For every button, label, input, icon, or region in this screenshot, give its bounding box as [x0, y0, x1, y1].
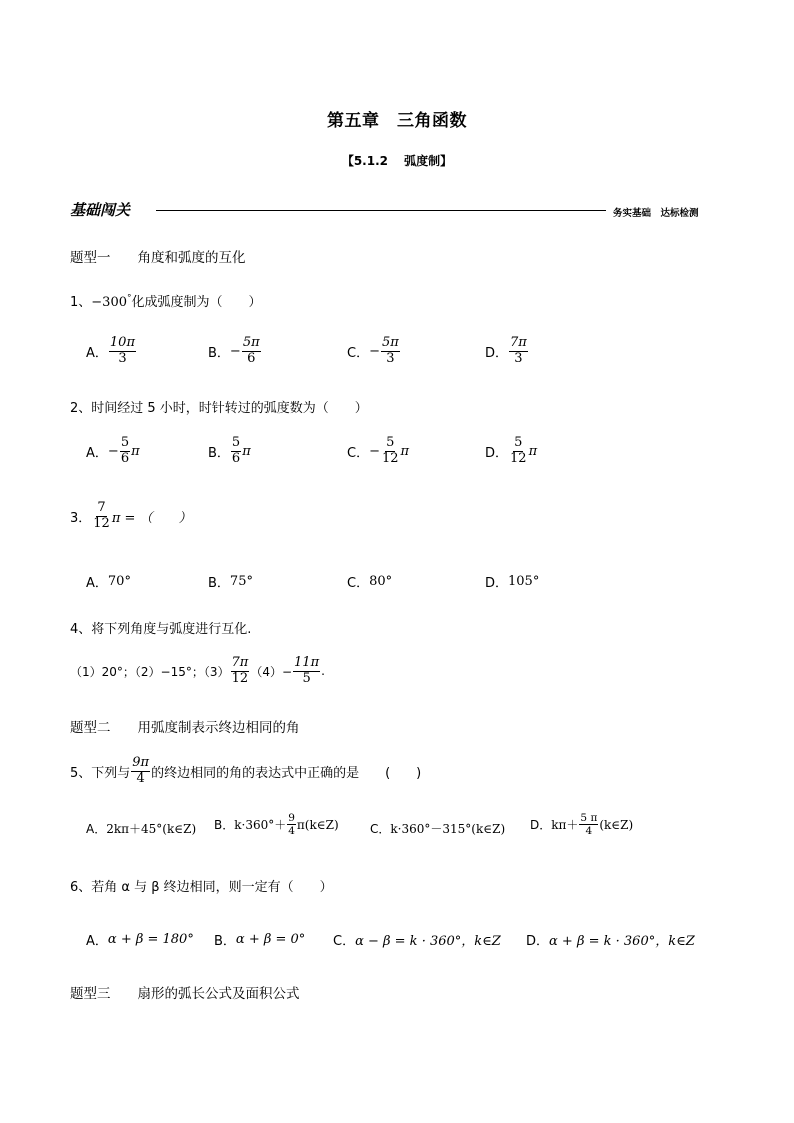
fraction — [381, 336, 400, 367]
page-title: 第五章 三角函数 — [327, 111, 467, 131]
option-value: 70° — [107, 574, 131, 589]
numerator: 7 — [97, 500, 106, 515]
q3-option-b[interactable] — [208, 572, 253, 591]
numerator: 11π — [294, 655, 320, 670]
denominator: 4 — [136, 770, 145, 786]
section-heading-1: 题型一 角度和弧度的互化 — [70, 250, 246, 266]
option-label: A． — [86, 345, 108, 361]
fraction — [287, 812, 296, 837]
question-3-tail: π = （ ） — [111, 510, 192, 526]
denominator: 12 — [381, 450, 399, 466]
q1-option-b[interactable] — [208, 336, 262, 367]
fraction — [293, 656, 320, 687]
numerator: 10π — [109, 335, 135, 350]
option-value: 75° — [229, 574, 253, 589]
option-label: C． — [347, 445, 370, 461]
option-label: B． — [208, 445, 230, 461]
question-3 — [70, 501, 192, 532]
section-bar-tagline: 务实基础 达标检测 — [613, 208, 699, 219]
option-label: D． — [485, 445, 509, 461]
q5-option-d[interactable] — [530, 812, 633, 837]
numerator: 5 — [386, 435, 395, 450]
question-4-end: . — [321, 664, 325, 679]
option-value: α + β = 0° — [235, 932, 306, 947]
question-4-part-a: （1）20°；（2）−15°；（3） — [70, 664, 230, 679]
fraction — [231, 436, 241, 467]
section-heading-3: 题型三 扇形的弧长公式及面积公式 — [70, 986, 300, 1002]
fraction — [120, 436, 130, 467]
question-1 — [70, 291, 262, 310]
question-4-items — [70, 656, 325, 687]
q2-option-a[interactable] — [86, 436, 140, 467]
question-3-prefix: 3． — [70, 510, 92, 526]
option-label: A． — [86, 576, 108, 591]
option-value-pre: kπ＋ — [551, 818, 579, 833]
fraction — [381, 436, 400, 467]
q2-option-b[interactable] — [208, 436, 251, 467]
option-value: 105° — [508, 574, 540, 589]
q5-option-c[interactable] — [370, 820, 505, 837]
fraction — [131, 756, 150, 787]
option-label: D． — [485, 576, 509, 591]
fraction — [231, 656, 250, 687]
q1-option-d[interactable] — [485, 336, 529, 367]
denominator: 12 — [510, 450, 527, 466]
numerator: 9π — [132, 755, 150, 770]
option-label: C． — [333, 934, 356, 949]
q6-option-c[interactable] — [333, 930, 501, 949]
option-value: α + β = 180° — [107, 932, 194, 947]
fraction — [579, 812, 598, 837]
q1-option-a[interactable] — [86, 336, 137, 367]
numerator: 7π — [231, 655, 249, 670]
denominator: 12 — [231, 670, 249, 686]
q2-option-c[interactable] — [347, 436, 409, 467]
q5-option-b[interactable] — [214, 812, 339, 837]
numerator: 5π — [242, 335, 260, 350]
denominator: 6 — [247, 350, 256, 366]
denominator: 12 — [93, 515, 110, 531]
section-bar-divider — [156, 210, 606, 211]
pi-symbol: π — [528, 443, 538, 459]
q3-option-a[interactable] — [86, 572, 131, 591]
numerator: 5π — [381, 335, 399, 350]
pi-symbol: π — [242, 443, 251, 459]
question-2: 2、时间经过 5 小时，时针转过的弧度数为（ ） — [70, 401, 368, 416]
q3-option-c[interactable] — [347, 572, 392, 591]
numerator: 7π — [510, 335, 527, 350]
section-bar-label: 基础闯关 — [70, 201, 131, 219]
denominator: 5 — [302, 670, 311, 686]
option-value: 80° — [369, 574, 393, 589]
option-label: B． — [214, 818, 235, 833]
question-5-prefix: 5、下列与 — [70, 765, 131, 781]
q3-option-d[interactable] — [485, 572, 539, 591]
option-label: C． — [347, 345, 370, 361]
option-value: α + β = k · 360°，k∈Z — [549, 934, 695, 949]
section-heading-2: 题型二 用弧度制表示终边相同的角 — [70, 720, 300, 736]
q2-option-d[interactable] — [485, 436, 537, 467]
option-label: D． — [530, 818, 552, 833]
minus-sign: − — [369, 443, 380, 459]
option-value-pre: k·360°＋ — [234, 818, 287, 833]
question-1-prefix: 1、 — [70, 295, 92, 310]
question-4: 4、将下列角度与弧度进行互化. — [70, 622, 252, 637]
section-subtitle: 【5.1.2 弧度制】 — [341, 154, 453, 168]
question-5-text: 的终边相同的角的表达式中正确的是 ( ) — [151, 765, 422, 781]
denominator: 4 — [288, 825, 295, 838]
minus-sign: − — [229, 343, 241, 359]
denominator: 3 — [118, 350, 127, 366]
option-value: k·360°－315°(k∈Z) — [390, 822, 506, 836]
denominator: 6 — [231, 450, 241, 466]
option-value: 2kπ＋45°(k∈Z) — [106, 822, 197, 836]
option-label: B． — [214, 934, 236, 949]
q5-option-a[interactable] — [86, 820, 196, 837]
option-label: C． — [347, 576, 370, 591]
numerator: 5 — [231, 435, 241, 450]
pi-symbol: π — [400, 443, 410, 459]
fraction — [509, 436, 528, 467]
denominator: 6 — [120, 450, 130, 466]
numerator: 5 π — [580, 812, 598, 824]
q6-option-b[interactable] — [214, 930, 305, 949]
q6-option-d[interactable] — [526, 930, 695, 949]
option-label: D． — [526, 934, 550, 949]
numerator: 9 — [288, 812, 295, 824]
question-1-expr: −300 — [91, 295, 127, 310]
fraction — [242, 336, 261, 367]
option-label: B． — [208, 345, 230, 361]
option-label: A． — [86, 822, 107, 836]
denominator: 3 — [514, 350, 523, 366]
option-label: D． — [485, 345, 509, 361]
question-6: 6、若角 α 与 β 终边相同，则一定有（ ） — [70, 880, 333, 895]
question-1-degree: ° — [127, 293, 132, 304]
denominator: 3 — [386, 350, 395, 366]
minus-sign: − — [369, 343, 380, 359]
option-value: α − β = k · 360°，k∈Z — [355, 934, 501, 949]
numerator: 5 — [120, 435, 130, 450]
q6-option-a[interactable] — [86, 930, 194, 949]
fraction — [109, 336, 136, 367]
q1-option-c[interactable] — [347, 336, 401, 367]
pi-symbol: π — [131, 443, 140, 459]
fraction — [92, 501, 111, 532]
question-4-part-b: （4）− — [250, 664, 293, 679]
option-value-post: π(k∈Z) — [296, 817, 339, 832]
option-label: A． — [86, 934, 108, 949]
option-value-post: (k∈Z) — [599, 817, 634, 832]
fraction — [509, 336, 528, 367]
minus-sign: − — [107, 443, 119, 459]
option-label: B． — [208, 576, 230, 591]
question-1-text: 化成弧度制为（ ） — [131, 295, 262, 310]
numerator: 5 — [514, 435, 523, 450]
option-label: C． — [370, 822, 391, 836]
question-5 — [70, 756, 421, 787]
denominator: 4 — [585, 825, 593, 838]
option-label: A． — [86, 445, 108, 461]
